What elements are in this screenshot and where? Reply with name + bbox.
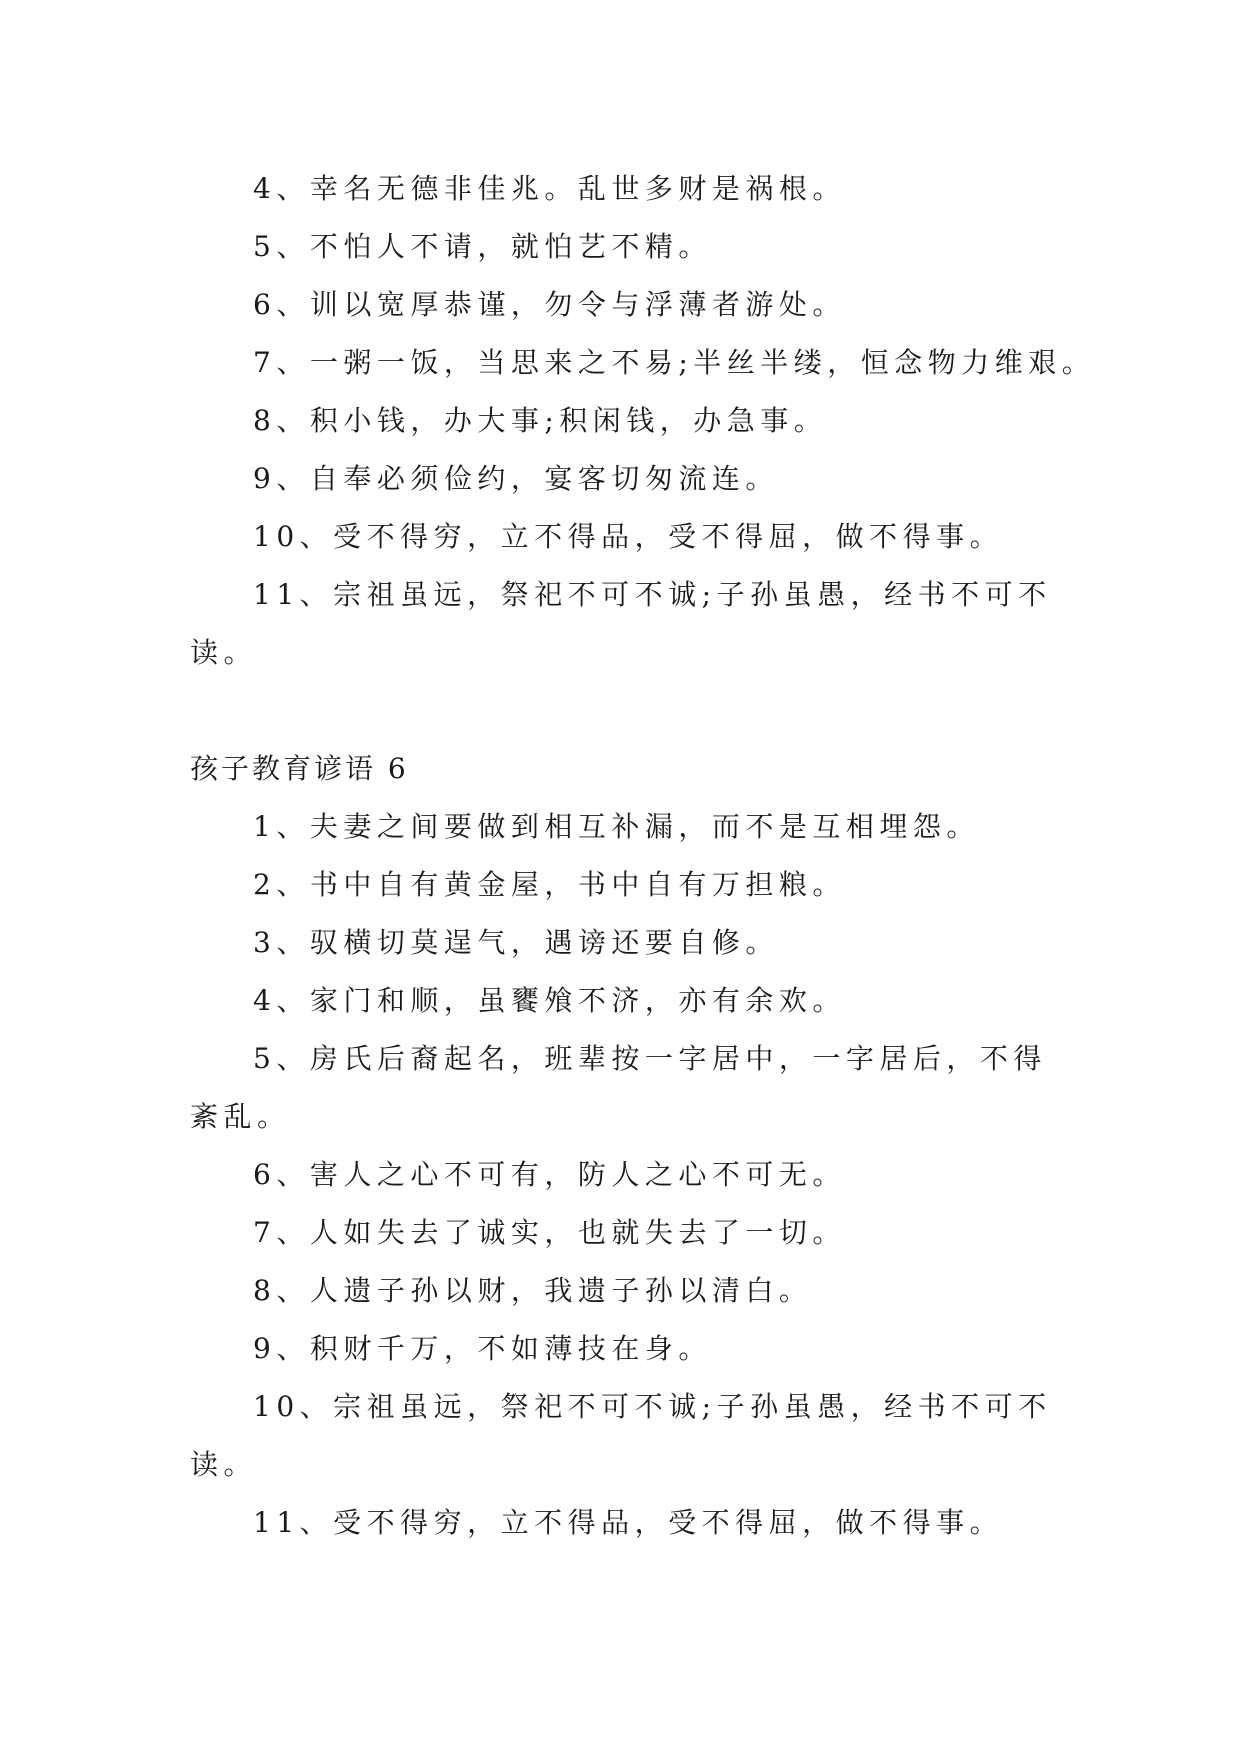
section-spacer [190, 682, 1060, 740]
list-item: 3、驭横切莫逞气，遇谤还要自修。 [253, 926, 779, 959]
list-item: 6、害人之心不可有，防人之心不可无。 [253, 1158, 846, 1191]
list-item: 5、房氏后裔起名，班辈按一字居中，一字居后，不得 [253, 1042, 1047, 1075]
list-item: 4、幸名无德非佳兆。乱世多财是祸根。 [253, 172, 846, 205]
list-item: 10、宗祖虽远，祭祀不可不诚;子孙虽愚，经书不可不 [253, 1390, 1052, 1423]
list-item: 1、夫妻之间要做到相互补漏，而不是互相埋怨。 [253, 810, 980, 843]
list-item-continuation: 读。 [190, 1448, 258, 1481]
list-item: 11、受不得穷，立不得品，受不得屈，做不得事。 [253, 1506, 1004, 1539]
list-item: 7、一粥一饭，当思来之不易;半丝半缕，恒念物力维艰。 [253, 346, 1096, 379]
list-item: 9、积财千万，不如薄技在身。 [253, 1332, 712, 1365]
list-item: 5、不怕人不请，就怕艺不精。 [253, 230, 712, 263]
section-heading: 孩子教育谚语 6 [190, 752, 409, 785]
list-item: 4、家门和顺，虽饔飧不济，亦有余欢。 [253, 984, 846, 1017]
list-item: 2、书中自有黄金屋，书中自有万担粮。 [253, 868, 846, 901]
list-item: 9、自奉必须俭约，宴客切匆流连。 [253, 462, 779, 495]
list-item-continuation: 紊乱。 [190, 1100, 291, 1133]
list-item-continuation: 读。 [190, 636, 258, 669]
list-item: 10、受不得穷，立不得品，受不得屈，做不得事。 [253, 520, 1004, 553]
list-item: 8、积小钱，办大事;积闲钱，办急事。 [253, 404, 828, 437]
list-item: 8、人遗子孙以财，我遗子孙以清白。 [253, 1274, 813, 1307]
list-item: 6、训以宽厚恭谨，勿令与浮薄者游处。 [253, 288, 846, 321]
document-body [190, 160, 1096, 1552]
list-item: 7、人如失去了诚实，也就失去了一切。 [253, 1216, 846, 1249]
list-item: 11、宗祖虽远，祭祀不可不诚;子孙虽愚，经书不可不 [253, 578, 1052, 611]
